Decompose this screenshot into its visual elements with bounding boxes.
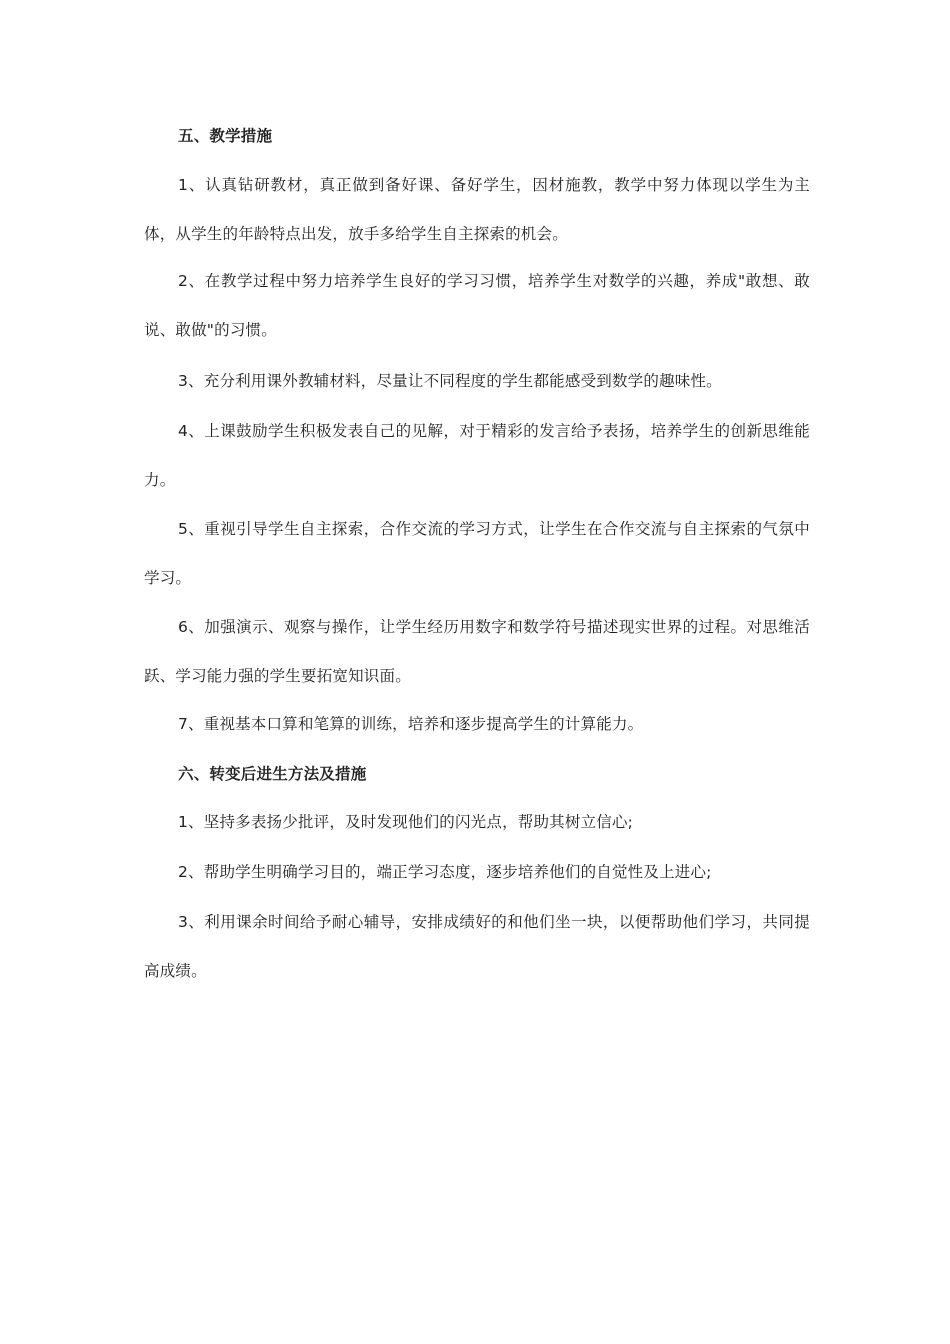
underachiever-measure-1: 1、坚持多表扬少批评，及时发现他们的闪光点，帮助其树立信心; [178,813,634,831]
underachiever-measure-2: 2、帮助学生明确学习目的，端正学习态度，逐步培养他们的自觉性及上进心; [178,863,712,881]
section-heading-teaching-measures: 五、教学措施 [178,127,273,145]
teaching-measure-7: 7、重视基本口算和笔算的训练，培养和逐步提高学生的计算能力。 [178,715,644,733]
teaching-measure-3: 3、充分利用课外教辅材料，尽量让不同程度的学生都能感受到数学的趣味性。 [178,372,722,390]
teaching-measure-2: 2、在教学过程中努力培养学生良好的学习习惯，培养学生对数学的兴趣，养成"敢想、敢说、敢做"的习惯。 [144,272,810,339]
teaching-measure-5: 5、重视引导学生自主探索，合作交流的学习方式，让学生在合作交流与自主探索的气氛中学习。 [144,520,810,587]
teaching-measure-4: 4、上课鼓励学生积极发表自己的见解，对于精彩的发言给予表扬，培养学生的创新思维能力。 [144,422,810,489]
section-heading-underachiever-measures: 六、转变后进生方法及措施 [178,765,367,783]
teaching-measure-1: 1、认真钻研教材，真正做到备好课、备好学生，因材施教，教学中努力体现以学生为主体，从学生的年龄特点出发，放手多给学生自主探索的机会。 [144,176,810,243]
underachiever-measure-3: 3、利用课余时间给予耐心辅导，安排成绩好的和他们坐一块，以便帮助他们学习，共同提高成绩。 [144,913,810,980]
teaching-measure-6: 6、加强演示、观察与操作，让学生经历用数字和数学符号描述现实世界的过程。对思维活跃、学习能力强的学生要拓宽知识面。 [144,618,810,685]
